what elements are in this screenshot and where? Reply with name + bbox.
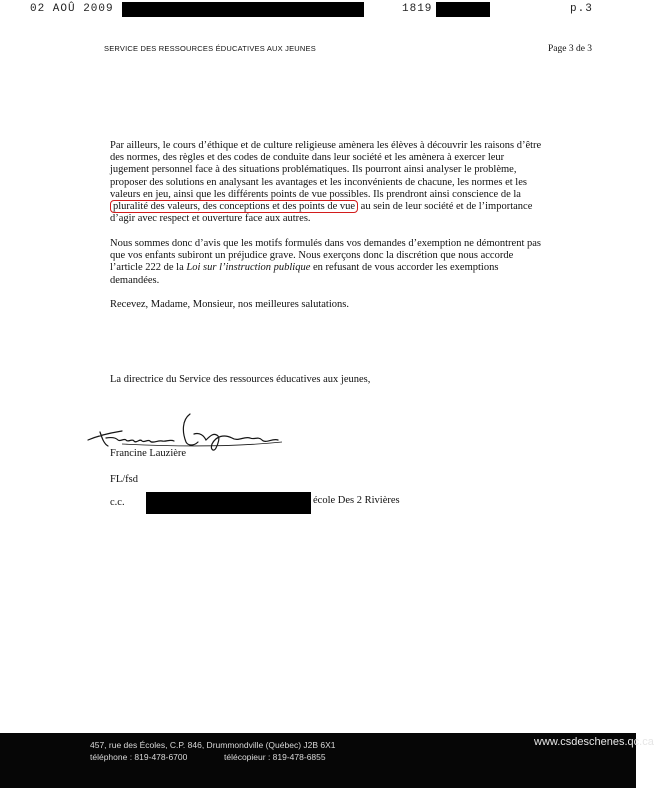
fax-page: p.3 [570,3,593,15]
footer-fax: télécopieur : 819-478-6855 [224,752,326,762]
text-line: demandées. [110,274,160,286]
signer-name: Francine Lauzière [110,448,187,459]
text-line: des normes, des règles et des codes de conduite dans leur société et les amènera à exercer leur [110,152,505,164]
text-line: proposer des solutions en analysant les avantages et les inconvénients de chacune, les normes et les [110,176,527,188]
highlighted-phrase: pluralité des valeurs, des conceptions et des points de vue [110,200,358,213]
paragraph-1 [110,140,603,225]
initials: FL/fsd [110,474,139,485]
text-line [110,262,603,274]
service-name: SERVICE DES RESSOURCES ÉDUCATIVES AUX JEUNES [104,44,316,53]
text-line: que vos enfants subiront un préjudice grave. Nous exerçons donc la discrétion que nous accorde [110,250,514,262]
paragraph-3: Recevez, Madame, Monsieur, nos meilleures salutations. [110,299,349,310]
closing-title: La directrice du Service des ressources éducatives aux jeunes, [110,374,371,385]
page-label: Page 3 de 3 [548,44,593,54]
fax-date: 02 AOÛ 2009 [30,3,114,15]
paragraph-2 [110,238,603,287]
text-fragment: au sein de leur société et de l’importance [360,201,533,213]
cc-label: c.c. [110,497,125,508]
footer-phone: téléphone : 819-478-6700 [90,752,188,762]
redacted-block [122,2,364,17]
text-line [110,201,603,213]
text-fragment: en refusant de vous accorder les exemptions [312,262,499,274]
text-line: valeurs en jeu, ainsi que les différents points de vue possibles. Ils prendront ainsi conscience de la [110,188,521,200]
footer-address: 457, rue des Écoles, C.P. 846, Drummondville (Québec) J2B 6X1 [90,740,336,750]
text-fragment: l’article 222 de la [110,262,184,274]
text-line: Nous sommes donc d’avis que les motifs formulés dans vos demandes d’exemption ne démontrent pas [110,238,542,249]
law-title: Loi sur l’instruction publique [186,262,311,274]
redacted-block [146,492,311,514]
text-line: d’agir avec respect et ouverture face aux autres. [110,213,311,225]
footer-website[interactable]: www.csdeschenes.qc.ca [534,736,654,748]
text-line: Par ailleurs, le cours d’éthique et de culture religieuse amènera les élèves à découvrir les raisons d’être [110,140,542,151]
cc-school: école Des 2 Rivières [313,495,400,506]
fax-number: 1819 [402,3,433,15]
redacted-block [436,2,490,17]
text-line: jugement personnel face à des situations problématiques. Ils pourront ainsi analyser le problème, [110,164,517,176]
